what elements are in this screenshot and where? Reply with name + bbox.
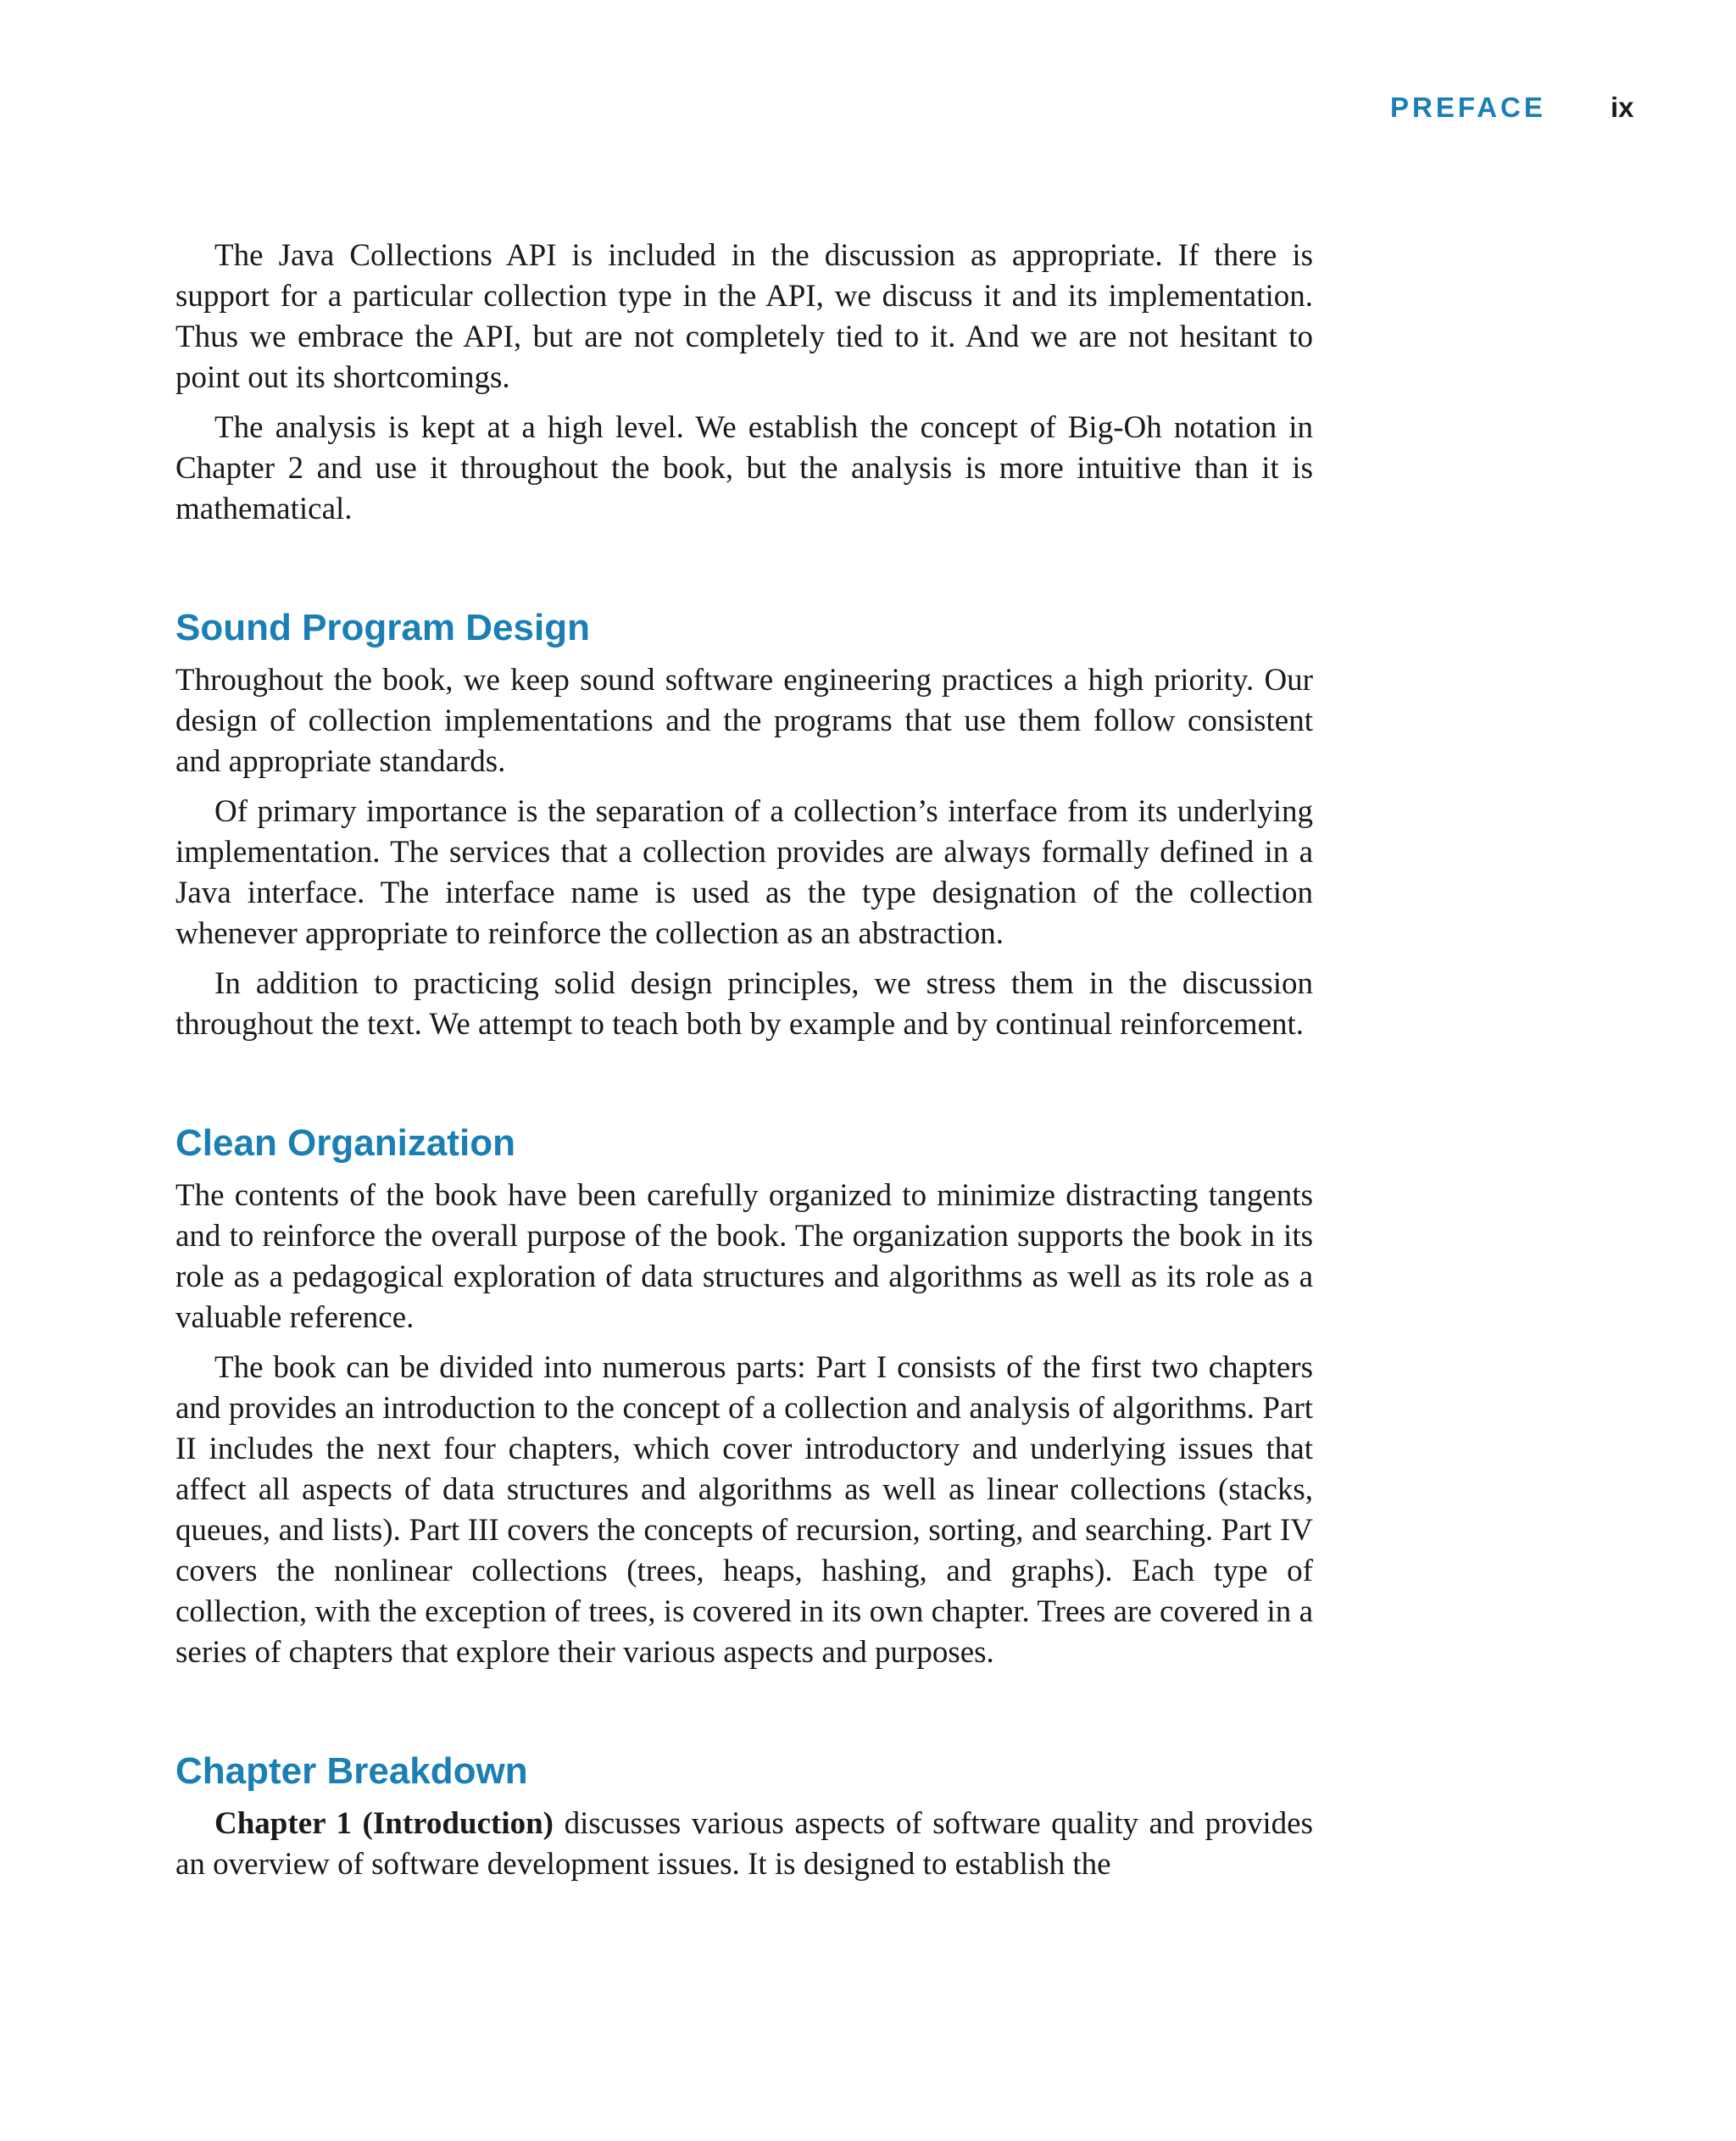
heading-sound-program-design: Sound Program Design: [175, 607, 590, 648]
page-content: [175, 236, 1313, 1885]
organization-paragraph-1: The contents of the book have been carefully organized to minimize distracting tangents and to reinforce the overall purpose of the book. The organization supports the book in its role as a pedagogical exploration of data structures and algorithms as well as its role as a valuable reference.: [175, 1178, 1313, 1335]
sound-design-paragraph-3: In addition to practicing solid design principles, we stress them in the discussion throughout the text. We attempt to teach both by example and by continual reinforcement.: [175, 966, 1313, 1042]
intro-paragraph-2: The analysis is kept at a high level. We establish the concept of Big-Oh notation in Chapter 2 and use it throughout the book, but the analysis is more intuitive than it is mathematical.: [175, 410, 1313, 526]
chapter-1-description: discusses various aspects of software quality and provides an overview of software development issues. It is designed to establish the: [175, 1806, 1313, 1882]
intro-paragraph-1: The Java Collections API is included in the discussion as appropriate. If there is support for a particular collection type in the API, we discuss it and its implementation. Thus we embrace the API, but are not completely tied to it. And we are not hesitant to point out its shortcomings.: [175, 238, 1313, 395]
chapter-1-lead: Chapter 1 (Introduction): [214, 1806, 554, 1841]
chapter-breakdown-paragraph-1: [175, 1804, 1313, 1885]
organization-paragraph-2: The book can be divided into numerous parts: Part I consists of the first two chapters and provides an introduction to the concept of a collection and analysis of algorithms. Part II includes the next four chapters, which cover introductory and underlying issues that affect all aspects of data structures and algorithms as well as linear collections (stacks, queues, and lists). Part III covers the concepts of recursion, sorting, and searching. Part IV covers the nonlinear collections (trees, heaps, hashing, and graphs). Each type of collection, with the exception of trees, is covered in its own chapter. Trees are covered in a series of chapters that explore their various aspects and purposes.: [175, 1350, 1313, 1670]
running-head: [1356, 92, 1736, 134]
heading-chapter-breakdown: Chapter Breakdown: [175, 1750, 528, 1792]
page-number: ix: [1611, 92, 1634, 123]
sound-design-paragraph-2: Of primary importance is the separation of a collection’s interface from its underlying implementation. The services that a collection provides are always formally defined in a Java interface. The interface name is used as the type designation of the collection whenever appropriate to reinforce the collection as an abstraction.: [175, 794, 1313, 951]
running-head-section-label: PREFACE: [1390, 92, 1546, 123]
sound-design-paragraph-1: Throughout the book, we keep sound software engineering practices a high priority. Our design of collection implementations and the programs that use them follow consistent and appropriate standards.: [175, 663, 1313, 779]
heading-clean-organization: Clean Organization: [175, 1122, 515, 1164]
